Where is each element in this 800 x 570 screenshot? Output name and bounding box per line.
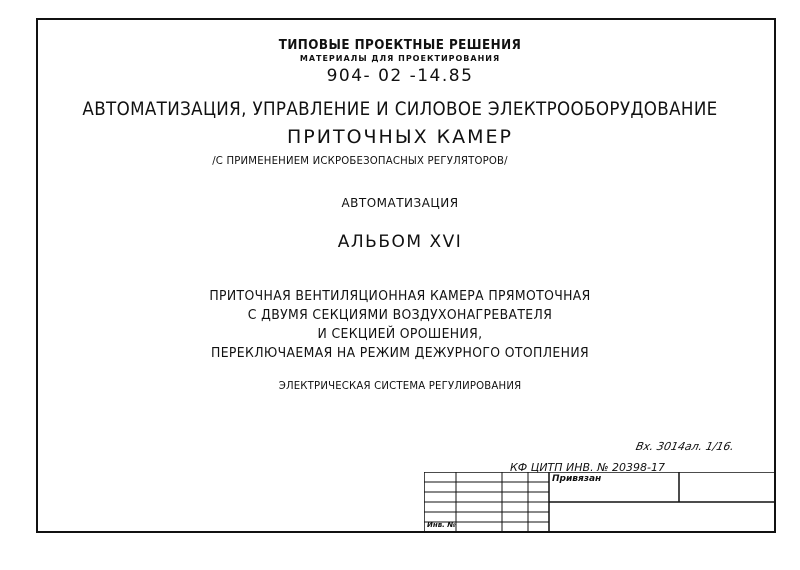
- reference-note: Вх. 3014ал. 1/16.: [634, 440, 736, 453]
- series-number: 904- 02 -14.85: [326, 66, 474, 86]
- materials-label: МАТЕРИАЛЫ ДЛЯ ПРОЕКТИРОВАНИЯ: [299, 54, 501, 63]
- description-line-3: И СЕКЦИЕЙ ОРОШЕНИЯ,: [317, 326, 483, 342]
- system-label: ЭЛЕКТРИЧЕСКАЯ СИСТЕМА РЕГУЛИРОВАНИЯ: [278, 379, 522, 392]
- description-line-2: С ДВУМЯ СЕКЦИЯМИ ВОЗДУХОНАГРЕВАТЕЛЯ: [247, 307, 553, 323]
- description-line-4: ПЕРЕКЛЮЧАЕМАЯ НА РЕЖИМ ДЕЖУРНОГО ОТОПЛЕНИЯ: [211, 345, 589, 361]
- title-line-1: АВТОМАТИЗАЦИЯ, УПРАВЛЕНИЕ И СИЛОВОЕ ЭЛЕКТРООБОРУДОВАНИЕ: [82, 98, 718, 120]
- inventory-note: КФ ЦИТП ИНВ. № 20398-17: [510, 461, 665, 474]
- stamp-inv-label: Инв. №: [427, 521, 456, 529]
- section-label: АВТОМАТИЗАЦИЯ: [341, 196, 459, 210]
- title-line-2: ПРИТОЧНЫХ КАМЕР: [287, 126, 513, 148]
- series-label: ТИПОВЫЕ ПРОЕКТНЫЕ РЕШЕНИЯ: [278, 38, 522, 53]
- stamp-bound-label: Привязан: [552, 474, 602, 484]
- title-block-stamp: [424, 472, 776, 532]
- album-label: АЛЬБОМ XVI: [337, 232, 463, 252]
- description-line-1: ПРИТОЧНАЯ ВЕНТИЛЯЦИОННАЯ КАМЕРА ПРЯМОТОЧНАЯ: [209, 288, 591, 304]
- sheet-frame: [36, 18, 776, 533]
- title-subtitle: /С ПРИМЕНЕНИЕМ ИСКРОБЕЗОПАСНЫХ РЕГУЛЯТОРОВ/: [212, 154, 508, 167]
